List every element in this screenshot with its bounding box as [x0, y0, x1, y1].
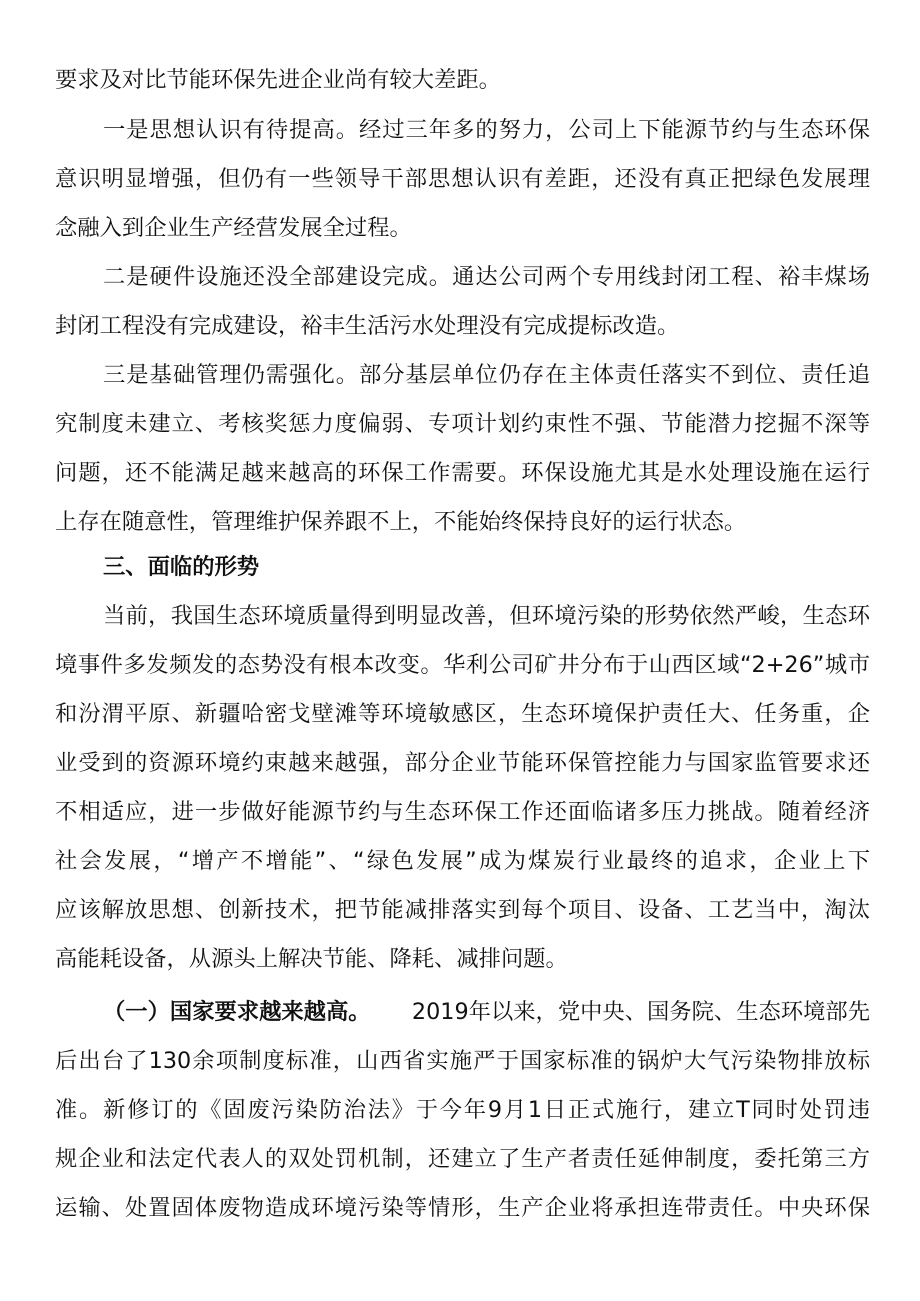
paragraph-line: 意识明显增强，但仍有一些领导干部思想认识有差距，还没有真正把绿色发展理	[55, 166, 870, 192]
paragraph-line: 社会发展，“增产不增能”、“绿色发展”成为煤炭行业最终的追求，企业上下	[55, 848, 870, 874]
paragraph-line: 问题，还不能满足越来越高的环保工作需要。环保设施尤其是水处理设施在运行	[55, 460, 870, 486]
paragraph-line: 境事件多发频发的态势没有根本改变。华利公司矿井分布于山西区域“2+26”城市	[55, 652, 870, 678]
paragraph-line: 不相适应，进一步做好能源节约与生态环保工作还面临诸多压力挑战。随着经济	[55, 799, 870, 825]
paragraph-line: 三是基础管理仍需强化。部分基层单位仍存在主体责任落实不到位、责任追	[103, 362, 870, 388]
paragraph-line: 运输、处置固体废物造成环境污染等情形，生产企业将承担连带责任。中央环保	[55, 1195, 870, 1221]
paragraph-line: 应该解放思想、创新技术，把节能减排落实到每个项目、设备、工艺当中，淘汰	[55, 897, 870, 923]
paragraph-line: 二是硬件设施还没全部建设完成。通达公司两个专用线封闭工程、裕丰煤场	[103, 264, 870, 290]
paragraph-line: 高能耗设备，从源头上解决节能、降耗、减排问题。	[55, 946, 568, 972]
paragraph-line: 封闭工程没有完成建设，裕丰生活污水处理没有完成提标改造。	[55, 313, 680, 339]
paragraph-line	[103, 990, 870, 1034]
paragraph-line: 念融入到企业生产经营发展全过程。	[55, 215, 412, 241]
paragraph-line: 规企业和法定代表人的双处罚机制，还建立了生产者责任延伸制度，委托第三方	[55, 1146, 870, 1172]
paragraph-line: 准。新修订的《固废污染防治法》于今年9月1日正式施行，建立T同时处罚违	[55, 1097, 870, 1123]
subheading-inline: （一）国家要求越来越高。	[103, 999, 371, 1025]
paragraph-line: 要求及对比节能环保先进企业尚有较大差距。	[55, 67, 501, 93]
paragraph-line: 一是思想认识有待提高。经过三年多的努力，公司上下能源节约与生态环保	[103, 117, 870, 143]
paragraph-text: 2019年以来，党中央、国务院、生态环境部先	[411, 999, 870, 1025]
paragraph-line: 和汾渭平原、新疆哈密戈壁滩等环境敏感区，生态环境保护责任大、任务重，企	[55, 701, 870, 727]
paragraph-line: 究制度未建立、考核奖惩力度偏弱、专项计划约束性不强、节能潜力挖掘不深等	[55, 411, 870, 437]
paragraph-line: 上存在随意性，管理维护保养跟不上，不能始终保持良好的运行状态。	[55, 509, 747, 535]
paragraph-line: 业受到的资源环境约束越来越强，部分企业节能环保管控能力与国家监管要求还	[55, 750, 870, 776]
paragraph-line: 当前，我国生态环境质量得到明显改善，但环境污染的形势依然严峻，生态环	[103, 603, 870, 629]
paragraph-line: 后出台了130余项制度标准，山西省实施严于国家标准的锅炉大气污染物排放标	[55, 1048, 870, 1074]
section-heading: 三、面临的形势	[103, 554, 260, 580]
